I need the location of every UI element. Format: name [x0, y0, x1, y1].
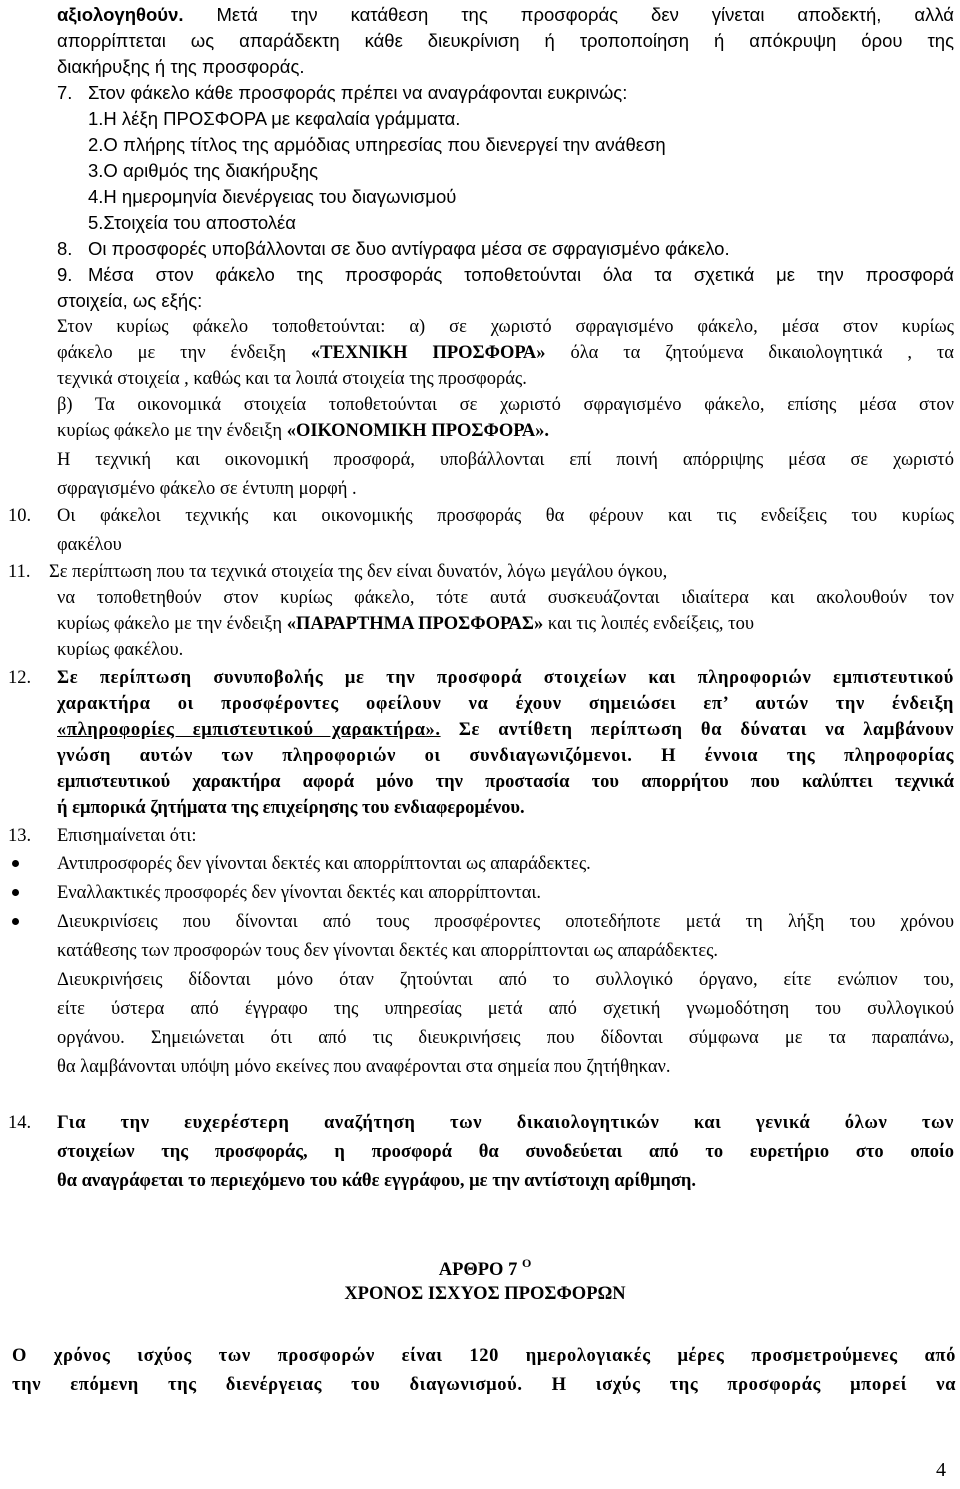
- item-text: θα αναγράφεται το περιεχόμενο του κάθε εγγράφου, με την αντίστοιχη αρίθμηση.: [57, 1171, 697, 1191]
- text-span: Σε αντίθετη περίπτωση θα δύναται να λαμβάνουν: [440, 720, 954, 740]
- text-span: . Η ισχύς της προσφοράς μπορεί να: [517, 1375, 956, 1395]
- bullet-item: Αντιπροσφορές δεν γίνονται δεκτές και απορρίπτονται ως απαράδεκτες.: [57, 854, 591, 874]
- bullet-item: Διευκρινίσεις που δίνονται από τους προσφέροντες οποτεδήποτε μετά τη λήξη του χρόνου: [57, 912, 954, 932]
- item-text: Οι φάκελοι τεχνικής και οικονομικής προσφοράς θα φέρουν και τις ενδείξεις του κυρίως: [57, 506, 954, 526]
- text-span: όλα τα ζητούμενα δικαιολογητικά , τα: [570, 343, 954, 363]
- item-text: Μέσα στον φάκελο της προσφοράς τοποθετούνται όλα τα σχετικά με την προσφορά: [88, 264, 954, 285]
- item-text: [57, 717, 954, 743]
- page-number: 4: [936, 1459, 946, 1481]
- text-span: και τις λοιπές ενδείξεις, του: [543, 614, 754, 634]
- item-text: στοιχείων της προσφοράς, η προσφορά θα συνοδεύεται από το ευρετήριο στο οποίο: [57, 1142, 954, 1162]
- item-text: ή εμπορικά ζητήματα της επιχείρησης του ενδιαφερομένου.: [57, 798, 525, 818]
- item-text: β) Τα οικονομικά στοιχεία τοποθετούνται σε χωριστό σφραγισμένο φάκελο, επίσης μέσα στον: [57, 395, 954, 415]
- item-number: 7.: [57, 82, 73, 103]
- item-text: γνώση αυτών των πληροφοριών οι συνδιαγωνιζόμενοι. Η έννοια της πληροφορίας: [57, 746, 954, 766]
- text-span: κυρίως φάκελο με την ένδειξη: [57, 614, 287, 634]
- item-text: Στον κυρίως φάκελο τοποθετούνται: α) σε χωριστό σφραγισμένο φάκελο, μέσα στον κυρίως: [57, 317, 954, 337]
- article-paragraph-line: [12, 1372, 956, 1398]
- text-span: την επόμενη της διενέργειας του διαγωνισμού: [12, 1375, 518, 1395]
- bullet-icon: [12, 860, 19, 867]
- item-number: 11.: [8, 562, 31, 582]
- article-title: ΧΡΟΝΟΣ ΙΣΧΥΟΣ ΠΡΟΣΦΟΡΩΝ: [344, 1284, 626, 1304]
- item-text: [57, 418, 549, 444]
- item-text: στοιχεία, ως εξής:: [57, 290, 203, 311]
- bold-label: «ΟΙΚΟΝΟΜΙΚΗ ΠΡΟΣΦΟΡΑ».: [286, 421, 550, 441]
- item-number: 10.: [8, 506, 32, 526]
- item-number: 12.: [8, 668, 32, 688]
- article-heading: [0, 1250, 960, 1283]
- item-text: Επισημαίνεται ότι:: [57, 826, 197, 846]
- bullet-item-text: θα λαμβάνονται υπόψη μόνο εκείνες που αναφέρονται στα σημεία που ζητήθηκαν.: [57, 1057, 671, 1077]
- heading-text: ΑΡΘΡΟ 7: [438, 1260, 518, 1280]
- item-text: Στον φάκελο κάθε προσφοράς πρέπει να αναγράφονται ευκρινώς:: [88, 82, 628, 103]
- bullet-item-text: Διευκρινήσεις δίδονται μόνο όταν ζητούνται από το συλλογικό όργανο, είτε ενώπιον του,: [57, 970, 954, 990]
- paragraph-line: απορρίπτεται ως απαράδεκτη κάθε διευκρίνιση ή τροποποίηση ή απόκρυψη όρου της: [57, 30, 954, 51]
- item-text: Η τεχνική και οικονομική προσφορά, υποβάλλονται επί ποινή απόρριψης μέσα σε χωριστό: [57, 450, 954, 470]
- paragraph-line: [57, 2, 954, 28]
- bold-word: αξιολογηθούν.: [57, 4, 184, 25]
- article-paragraph-line: Ο χρόνος ισχύος των προσφορών είναι 120 ημερολογιακές μέρες προσμετρούμενες από: [12, 1346, 956, 1366]
- text-span: Μετά την κατάθεση της προσφοράς δεν γίνεται αποδεκτή, αλλά: [183, 4, 954, 25]
- item-text: Οι προσφορές υποβάλλονται σε δυο αντίγραφα μέσα σε σφραγισμένο φάκελο.: [88, 238, 730, 259]
- bold-label: «ΤΕΧΝΙΚΗ ΠΡΟΣΦΟΡΑ»: [310, 343, 546, 363]
- item-text: Σε περίπτωση που τα τεχνικά στοιχεία της δεν είναι δυνατόν, λόγω μεγάλου όγκου,: [49, 562, 668, 582]
- sub-item: 1.Η λέξη ΠΡΟΣΦΟΡΑ με κεφαλαία γράμματα.: [88, 108, 461, 129]
- text-span: κυρίως φάκελο με την ένδειξη: [57, 421, 287, 441]
- item-text: να τοποθετηθούν στον κυρίως φάκελο, τότε αυτά συσκευάζονται ιδιαίτερα και ακολουθούν τον: [57, 588, 954, 608]
- item-text: κυρίως φακέλου.: [57, 640, 184, 660]
- sub-item: 2.Ο πλήρης τίτλος της αρμόδιας υπηρεσίας που διενεργεί την ανάθεση: [88, 134, 666, 155]
- underlined-label: «πληροφορίες εμπιστευτικού χαρακτήρα».: [57, 720, 441, 740]
- item-text: σφραγισμένο φάκελο σε έντυπη μορφή .: [57, 479, 357, 499]
- item-number: 14.: [8, 1113, 32, 1133]
- superscript: Ο: [521, 1256, 532, 1270]
- bullet-item: Εναλλακτικές προσφορές δεν γίνονται δεκτές και απορρίπτονται.: [57, 883, 542, 903]
- paragraph-line: διακήρυξης ή της προσφοράς.: [57, 56, 305, 77]
- item-number: 8.: [57, 238, 73, 259]
- item-text: χαρακτήρα οι προσφέροντες οφείλουν να έχουν σημειώσει επ’ αυτών την ένδειξη: [57, 694, 954, 714]
- bullet-icon: [12, 918, 19, 925]
- sub-item: 3.Ο αριθμός της διακήρυξης: [88, 160, 319, 181]
- sub-item: 5.Στοιχεία του αποστολέα: [88, 212, 296, 233]
- item-text: Σε περίπτωση συνυποβολής με την προσφορά στοιχείων και πληροφοριών εμπιστευτικού: [57, 668, 954, 688]
- item-text: τεχνικά στοιχεία , καθώς και τα λοιπά στοιχεία της προσφοράς.: [57, 369, 527, 389]
- bold-label: «ΠΑΡΑΡΤΗΜΑ ΠΡΟΣΦΟΡΑΣ»: [286, 614, 544, 634]
- item-number: 13.: [8, 826, 32, 846]
- item-text: φακέλου: [57, 535, 122, 555]
- bullet-item-text: οργάνου. Σημειώνεται ότι από τις διευκρινήσεις που δίδονται σύμφωνα με τα παραπάνω,: [57, 1028, 954, 1048]
- item-text: εμπιστευτικού χαρακτήρα αφορά μόνο την προστασία του απορρήτου που καλύπτει τεχνικά: [57, 772, 954, 792]
- bullet-icon: [12, 889, 19, 896]
- item-text: [57, 611, 754, 637]
- sub-item: 4.Η ημερομηνία διενέργειας του διαγωνισμού: [88, 186, 457, 207]
- item-text: [57, 340, 954, 366]
- bullet-item-text: κατάθεσης των προσφορών τους δεν γίνονται δεκτές και απορρίπτονται ως απαράδεκτες.: [57, 941, 719, 961]
- text-span: φάκελο με την ένδειξη: [57, 343, 287, 363]
- item-text: Για την ευχερέστερη αναζήτηση των δικαιολογητικών και γενικά όλων των: [57, 1113, 954, 1133]
- bullet-item-text: είτε ύστερα από έγγραφο της υπηρεσίας μετά από σχετική γνωμοδότηση του συλλογικού: [57, 999, 954, 1019]
- item-number: 9.: [57, 264, 73, 285]
